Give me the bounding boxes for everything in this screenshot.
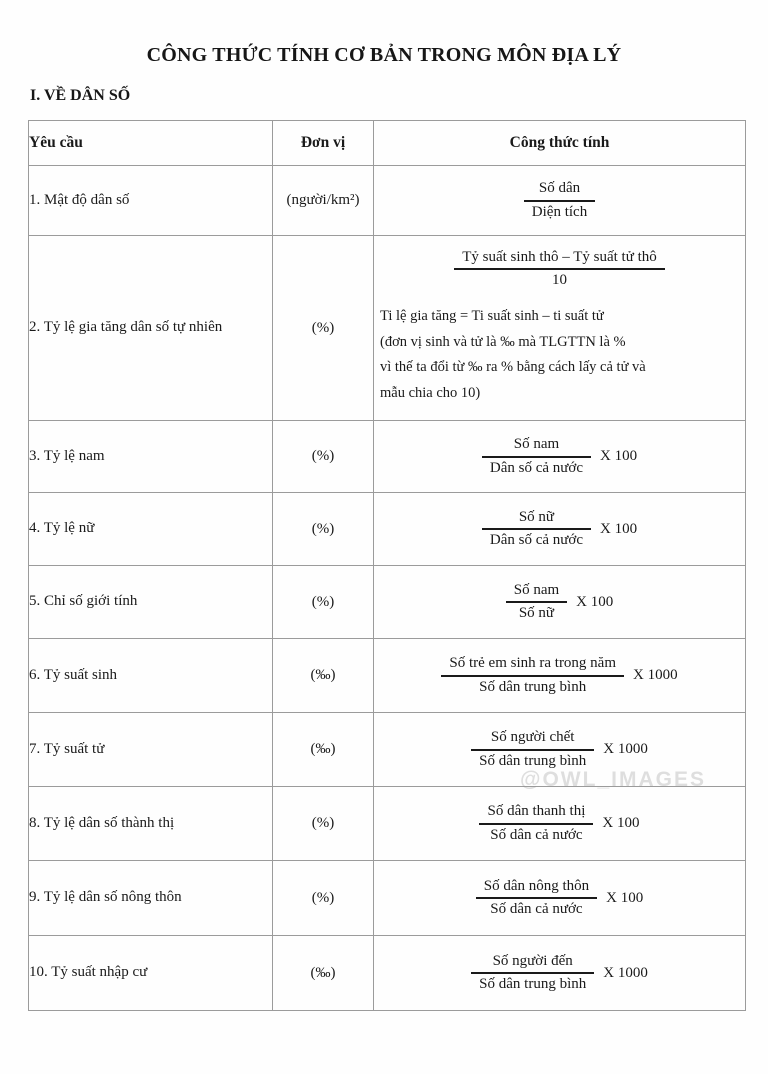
cell-unit: (%) (273, 566, 374, 639)
cell-unit: (‰) (273, 639, 374, 713)
cell-requirement: 3. Tỷ lệ nam (29, 421, 273, 493)
cell-formula (374, 236, 746, 421)
formula-expression (374, 952, 745, 994)
cell-requirement: 5. Chỉ số giới tính (29, 566, 273, 639)
formula-expression (374, 581, 745, 623)
fraction-denominator: Số dân trung bình (479, 752, 587, 769)
fraction-denominator: Số dân cả nước (490, 901, 583, 917)
cell-formula (374, 166, 746, 236)
cell-unit: (‰) (273, 713, 374, 787)
cell-formula (374, 861, 746, 936)
formula-expression (374, 877, 745, 919)
formula-expression (374, 802, 745, 844)
formula-table-container (28, 120, 745, 1011)
cell-unit: (‰) (273, 936, 374, 1011)
fraction (479, 802, 593, 844)
fraction-numerator: Số người đến (492, 952, 573, 969)
formula-note-line: vì thế ta đổi từ ‰ ra % bằng cách lấy cả tử và (380, 359, 646, 376)
table-row (29, 861, 746, 936)
fraction-denominator: 10 (552, 272, 567, 289)
cell-formula (374, 566, 746, 639)
cell-formula (374, 713, 746, 787)
fraction-denominator: Số dân trung bình (479, 976, 587, 992)
cell-requirement: 10. Tỷ suất nhập cư (29, 936, 273, 1011)
fraction-denominator: Số dân cả nước (490, 826, 583, 843)
fraction-numerator: Số nữ (518, 508, 555, 525)
fraction (454, 248, 665, 290)
section-heading: I. VỀ DÂN SỐ (30, 87, 131, 104)
table-row (29, 493, 746, 566)
cell-unit: (%) (273, 861, 374, 936)
formula-multiplier: X 1000 (633, 667, 678, 683)
formula-multiplier: X 100 (600, 448, 638, 464)
cell-formula (374, 421, 746, 493)
formula-expression (374, 508, 745, 550)
fraction-numerator: Số dân thanh thị (487, 803, 586, 820)
table-body (29, 166, 746, 1011)
cell-requirement: 7. Tỷ suất tử (29, 713, 273, 787)
fraction (471, 952, 594, 994)
fraction (482, 435, 591, 477)
watermark: @OWL_IMAGES (520, 768, 706, 791)
fraction-numerator: Số dân nông thôn (483, 877, 590, 894)
cell-formula (374, 787, 746, 861)
fraction-denominator: Số dân trung bình (479, 678, 587, 695)
formula-expression (374, 654, 745, 696)
fraction-numerator: Số nam (513, 581, 560, 598)
cell-requirement: 1. Mật độ dân số (29, 166, 273, 236)
table-row (29, 236, 746, 421)
column-header-unit: Đơn vị (273, 121, 374, 166)
cell-requirement: 2. Tỷ lệ gia tăng dân số tự nhiên (29, 236, 273, 421)
fraction-numerator: Số dân (538, 180, 581, 197)
table-row (29, 639, 746, 713)
formula-table (28, 120, 746, 1011)
table-row (29, 936, 746, 1011)
table-header-row (29, 121, 746, 166)
page-title: CÔNG THỨC TÍNH CƠ BẢN TRONG MÔN ĐỊA LÝ (146, 44, 622, 66)
table-row (29, 713, 746, 787)
fraction (482, 508, 591, 550)
cell-unit: (%) (273, 493, 374, 566)
formula-expression (374, 435, 745, 477)
fraction-denominator: Dân số cả nước (489, 459, 584, 476)
fraction-numerator: Số nam (513, 436, 560, 453)
cell-unit: (người/km²) (273, 166, 374, 236)
fraction (441, 654, 624, 696)
formula-expression (374, 179, 745, 221)
cell-requirement: 9. Tỷ lệ dân số nông thôn (29, 861, 273, 936)
fraction-numerator: Số trẻ em sinh ra trong năm (449, 655, 617, 672)
cell-requirement: 4. Tỷ lệ nữ (29, 493, 273, 566)
cell-unit: (%) (273, 236, 374, 421)
fraction (524, 179, 595, 221)
formula-note (374, 290, 745, 408)
formula-multiplier: X 100 (576, 593, 614, 610)
formula-note-equation: Ti lệ gia tăng = Ti suất sinh – ti suất tử (380, 308, 604, 325)
formula-note-line: mẫu chia cho 10) (380, 384, 481, 401)
formula-expression (374, 728, 745, 770)
fraction-numerator: Tỷ suất sinh thô – Tỷ suất tử thô (462, 249, 657, 266)
fraction-denominator: Số nữ (518, 605, 555, 621)
cell-requirement: 8. Tỷ lệ dân số thành thị (29, 787, 273, 861)
cell-formula (374, 493, 746, 566)
table-row (29, 421, 746, 493)
formula-note-line: (đơn vị sinh và tử là ‰ mà TLGTTN là % (380, 333, 626, 350)
fraction (506, 581, 567, 623)
cell-requirement: 6. Tỷ suất sinh (29, 639, 273, 713)
column-header-requirement: Yêu cầu (29, 121, 273, 166)
table-row (29, 166, 746, 236)
formula-multiplier: X 100 (600, 520, 638, 537)
fraction-denominator: Diện tích (531, 203, 588, 220)
formula-expression (374, 248, 745, 290)
fraction (476, 877, 597, 919)
formula-multiplier: X 1000 (603, 741, 648, 757)
formula-multiplier: X 100 (602, 815, 640, 831)
fraction-denominator: Dân số cả nước (489, 532, 584, 548)
formula-multiplier: X 1000 (603, 964, 648, 981)
formula-multiplier: X 100 (606, 889, 644, 906)
cell-formula (374, 936, 746, 1011)
fraction-numerator: Số người chết (490, 729, 575, 746)
cell-unit: (%) (273, 787, 374, 861)
table-row (29, 787, 746, 861)
fraction (471, 728, 594, 770)
table-header (29, 121, 746, 166)
cell-formula (374, 639, 746, 713)
cell-unit: (%) (273, 421, 374, 493)
column-header-formula: Công thức tính (374, 121, 746, 166)
table-row (29, 566, 746, 639)
